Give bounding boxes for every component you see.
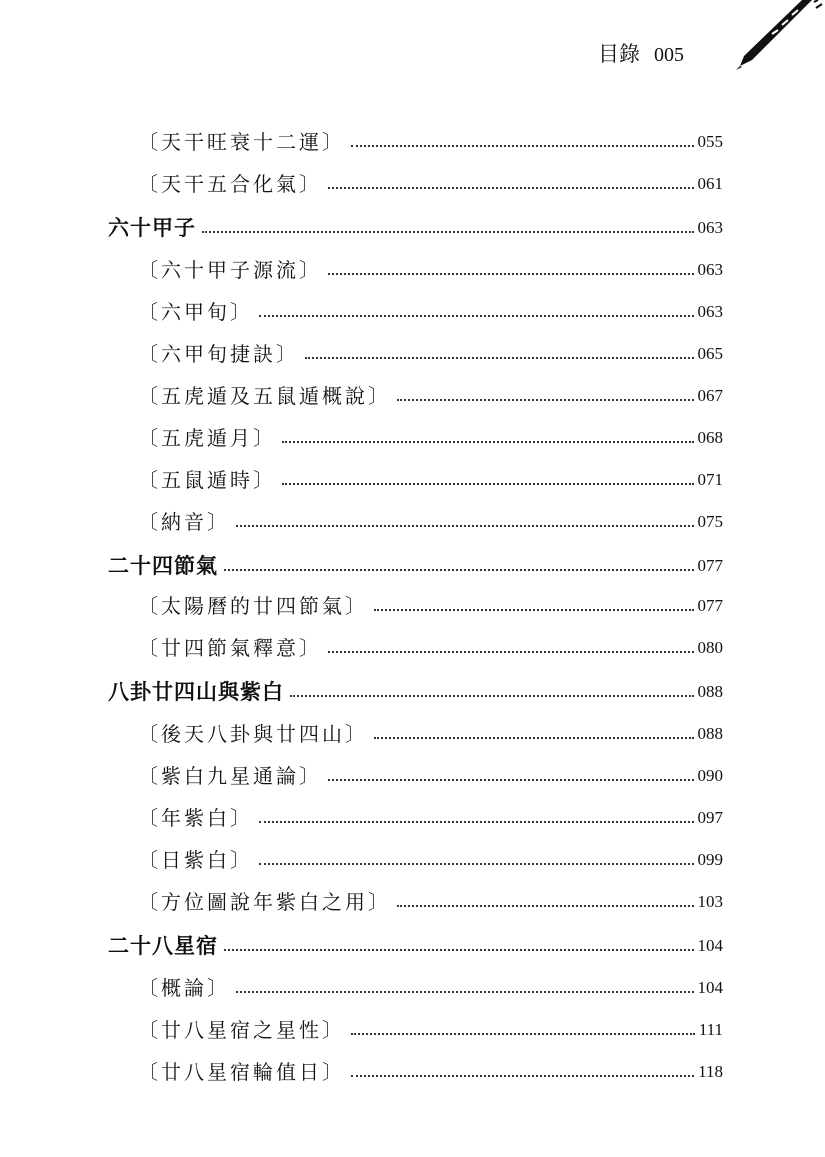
toc-section-entry xyxy=(138,124,723,156)
toc-section-entry xyxy=(138,166,723,198)
dot-leader xyxy=(259,863,694,865)
toc-entry-page: 088 xyxy=(697,724,723,743)
toc-section-entry xyxy=(138,420,723,452)
dot-leader xyxy=(328,651,694,653)
toc-entry-title: 〔紫白九星通論〕 xyxy=(138,764,322,788)
dot-leader xyxy=(328,187,694,189)
toc-section-entry xyxy=(138,336,723,368)
toc-entry-title: 〔六甲旬〕 xyxy=(138,300,253,324)
toc-entry-title: 〔五虎遁月〕 xyxy=(138,426,276,450)
toc-entry-page: 088 xyxy=(697,682,723,701)
toc-entry-page: 111 xyxy=(698,1020,723,1039)
dot-leader xyxy=(397,905,694,907)
toc-chapter-entry xyxy=(108,548,723,580)
toc-entry-title: 〔廿八星宿輪值日〕 xyxy=(138,1060,345,1084)
toc-entry-title: 〔六甲旬捷訣〕 xyxy=(138,342,299,366)
toc-section-entry xyxy=(138,716,723,748)
toc-entry-page: 067 xyxy=(697,386,723,405)
toc-chapter-entry xyxy=(108,928,723,960)
toc-entry-page: 065 xyxy=(697,344,723,363)
running-header xyxy=(598,38,684,68)
dot-leader xyxy=(259,315,694,317)
toc-entry-page: 063 xyxy=(697,218,723,237)
dot-leader xyxy=(374,737,694,739)
brush-pen-icon xyxy=(732,0,825,72)
toc-section-entry xyxy=(138,1012,723,1044)
toc-entry-page: 118 xyxy=(698,1062,723,1081)
toc-section-entry xyxy=(138,970,723,1002)
toc-chapter-entry xyxy=(108,674,723,706)
toc-entry-title: 〔天干五合化氣〕 xyxy=(138,172,322,196)
dot-leader xyxy=(236,991,694,993)
dot-leader xyxy=(259,821,694,823)
toc-entry-title: 〔天干旺衰十二運〕 xyxy=(138,130,345,154)
toc-entry-page: 103 xyxy=(697,892,723,911)
header-page-number: 005 xyxy=(654,44,684,66)
toc-entry-title: 〔太陽曆的廿四節氣〕 xyxy=(138,594,368,618)
dot-leader xyxy=(224,569,694,571)
dot-leader xyxy=(351,1075,694,1077)
toc-entry-page: 104 xyxy=(697,978,723,997)
toc-section-entry xyxy=(138,884,723,916)
toc-section-entry xyxy=(138,504,723,536)
toc-entry-title: 〔方位圖說年紫白之用〕 xyxy=(138,890,391,914)
dot-leader xyxy=(224,949,694,951)
toc-entry-page: 055 xyxy=(697,132,723,151)
toc-entry-page: 063 xyxy=(697,260,723,279)
toc-entry-page: 075 xyxy=(697,512,723,531)
toc-entry-title: 〔日紫白〕 xyxy=(138,848,253,872)
dot-leader xyxy=(290,695,694,697)
toc-section-entry xyxy=(138,378,723,410)
dot-leader xyxy=(236,525,694,527)
toc-entry-page: 077 xyxy=(697,556,723,575)
toc-entry-title: 〔納音〕 xyxy=(138,510,230,534)
toc-entry-title: 〔五鼠遁時〕 xyxy=(138,468,276,492)
dot-leader xyxy=(351,1033,695,1035)
dot-leader xyxy=(328,273,694,275)
toc-entry-page: 090 xyxy=(697,766,723,785)
toc-entry-page: 063 xyxy=(697,302,723,321)
toc-section-entry xyxy=(138,758,723,790)
toc-entry-title: 〔概論〕 xyxy=(138,976,230,1000)
dot-leader xyxy=(305,357,694,359)
toc-section-entry xyxy=(138,462,723,494)
toc-entry-page: 061 xyxy=(697,174,723,193)
header-section-title: 目錄 xyxy=(598,42,640,66)
toc-section-entry xyxy=(138,588,723,620)
dot-leader xyxy=(202,231,694,233)
toc-section-entry xyxy=(138,800,723,832)
dot-leader xyxy=(282,441,694,443)
toc-entry-title: 〔五虎遁及五鼠遁概說〕 xyxy=(138,384,391,408)
dot-leader xyxy=(397,399,694,401)
dot-leader xyxy=(351,145,694,147)
toc-entry-title: 六十甲子 xyxy=(108,216,196,240)
toc-entry-title: 〔六十甲子源流〕 xyxy=(138,258,322,282)
toc-entry-title: 〔廿四節氣釋意〕 xyxy=(138,636,322,660)
toc-entry-page: 097 xyxy=(697,808,723,827)
toc-section-entry xyxy=(138,1054,723,1086)
toc-entry-page: 080 xyxy=(697,638,723,657)
toc-entry-title: 二十四節氣 xyxy=(108,554,218,578)
toc-section-entry xyxy=(138,294,723,326)
dot-leader xyxy=(328,779,694,781)
toc-section-entry xyxy=(138,630,723,662)
toc-entry-page: 068 xyxy=(697,428,723,447)
toc-entry-title: 八卦廿四山與紫白 xyxy=(108,680,284,704)
toc-entry-title: 〔後天八卦與廿四山〕 xyxy=(138,722,368,746)
toc-section-entry xyxy=(138,842,723,874)
toc-chapter-entry xyxy=(108,210,723,242)
toc-entry-page: 077 xyxy=(697,596,723,615)
toc-entry-page: 104 xyxy=(697,936,723,955)
toc-section-entry xyxy=(138,252,723,284)
toc-entry-page: 071 xyxy=(697,470,723,489)
toc-entry-title: 二十八星宿 xyxy=(108,934,218,958)
toc-entry-title: 〔年紫白〕 xyxy=(138,806,253,830)
toc-entry-title: 〔廿八星宿之星性〕 xyxy=(138,1018,345,1042)
toc-entry-page: 099 xyxy=(697,850,723,869)
dot-leader xyxy=(282,483,694,485)
dot-leader xyxy=(374,609,694,611)
